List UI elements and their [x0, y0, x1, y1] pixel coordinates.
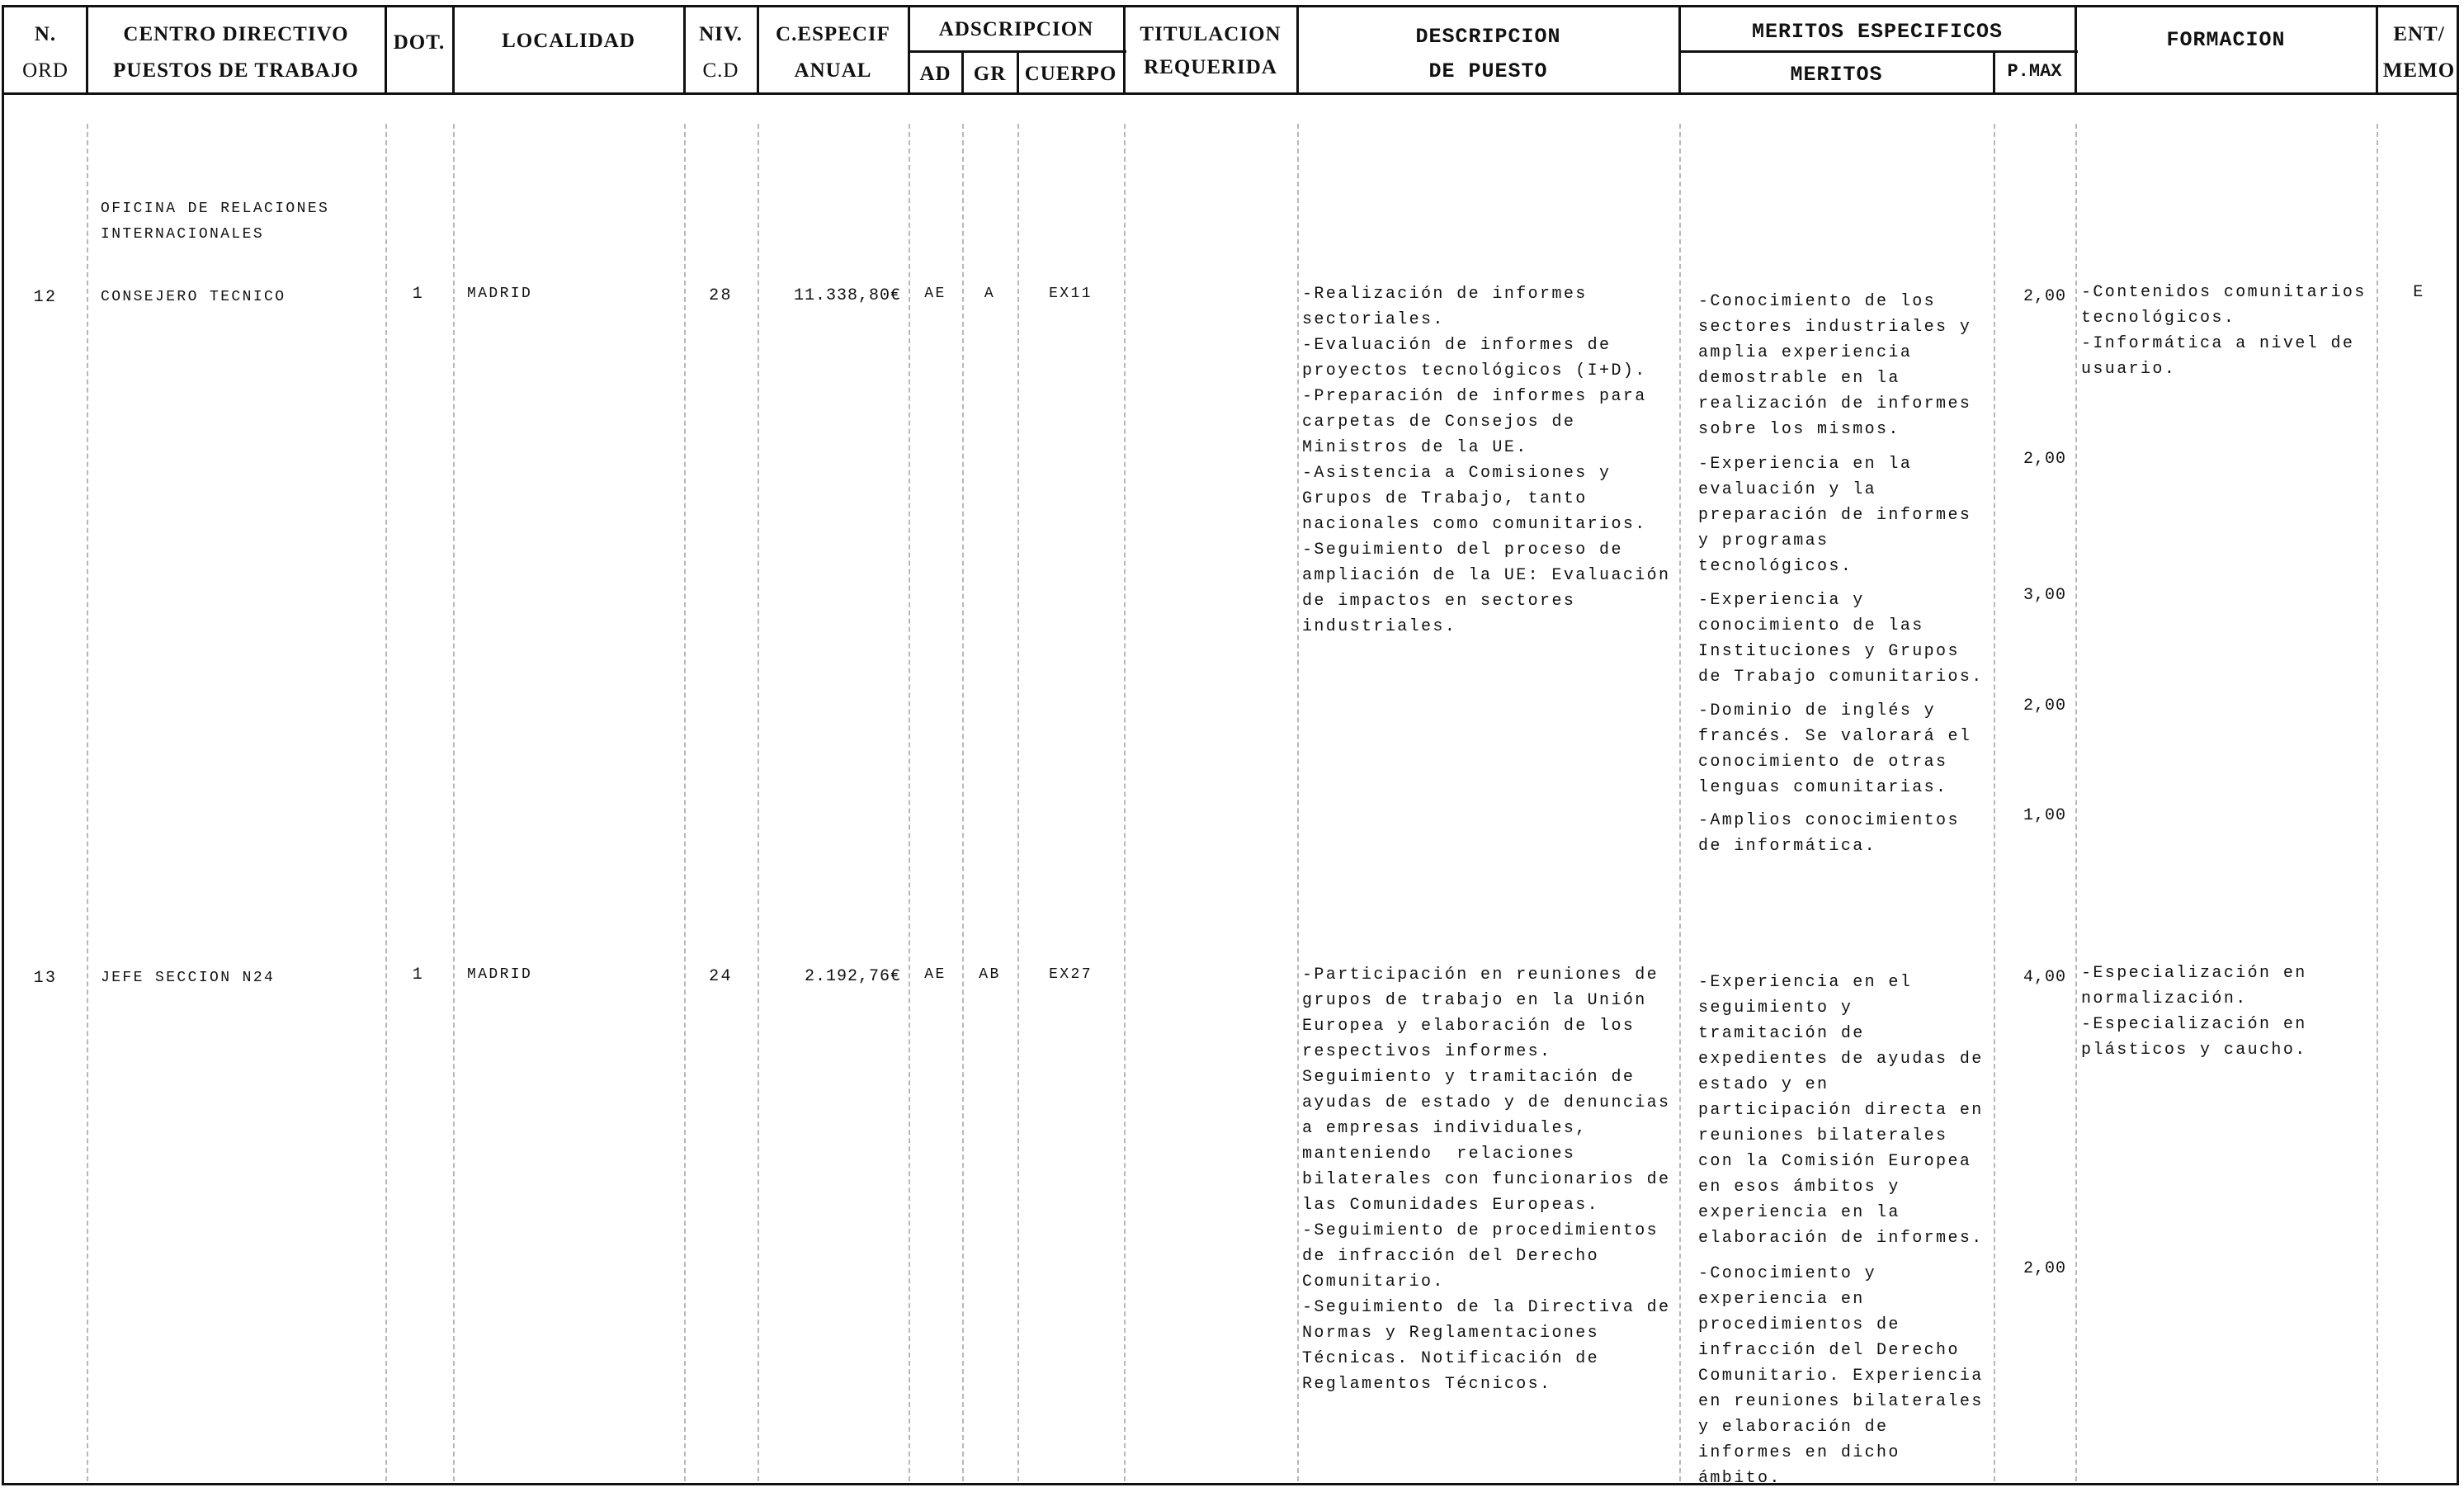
column-guide: [962, 124, 964, 1481]
row-descripcion: -Realización de informes sectoriales. -Evaluación de informes de proyectos tecnológicos (I+D). -Preparación de informes para carpetas de Consejos de Ministros de la UE. -Asistencia a Comisiones y Grupos de Trabajo, tanto nacionales como comunitarios. -Seguimiento del proceso de ampliación de la UE: Evaluación de impactos en sectores industriales.: [1302, 285, 1671, 636]
row-formacion: -Contenidos comunitarios tecnológicos. -Informática a nivel de usuario.: [2081, 283, 2367, 379]
row-ord: 12: [33, 288, 58, 307]
header-memo: MEMO: [2382, 59, 2456, 82]
merito-pmax: 1,00: [2023, 806, 2066, 825]
header-bottom-line: [2, 92, 2459, 95]
section-title: OFICINA DE RELACIONES INTERNACIONALES: [101, 201, 330, 243]
table-frame: [2, 5, 2459, 1485]
header-n: N.: [34, 23, 57, 45]
row-ad: AE: [924, 966, 946, 983]
merito-text: -Amplios conocimientos de informática.: [1698, 811, 1960, 856]
row-dot: 1: [412, 966, 425, 984]
column-guide: [758, 124, 759, 1481]
merito-text: -Conocimiento de los sectores industriales y amplia experiencia demostrable en la realización de informes sobre los mismos.: [1698, 292, 1972, 439]
header-localidad: LOCALIDAD: [502, 30, 635, 52]
row-complemento-especifico: 11.338,80€: [793, 286, 901, 305]
column-guide: [453, 124, 455, 1481]
header-dot: DOT.: [393, 31, 446, 54]
row-localidad: MADRID: [467, 286, 533, 302]
merito-pmax: 4,00: [2023, 968, 2066, 987]
merito-pmax: 3,00: [2023, 586, 2066, 605]
header-cd: C.D: [702, 59, 739, 82]
row-ad: AE: [924, 286, 946, 302]
header-descripcion: DESCRIPCION: [1415, 25, 1561, 49]
header-depuesto: DE PUESTO: [1428, 59, 1548, 83]
column-guide: [2075, 124, 2077, 1481]
merito-pmax: 2,00: [2023, 287, 2066, 306]
column-guide: [1017, 124, 1019, 1481]
header-formacion: FORMACION: [2166, 28, 2286, 52]
merito-text: -Experiencia en el seguimiento y tramitación de expedientes de ayudas de estado y en participación directa en reuniones bilaterales con la Comisión Europea en esos ámbitos y experiencia en la elaboración de informes.: [1698, 973, 1984, 1248]
row-gr: A: [984, 286, 996, 302]
row-ent-memo: E: [2413, 283, 2425, 302]
row-cuerpo: EX11: [1049, 286, 1093, 302]
header-cespecif: C.ESPECIF: [776, 23, 890, 45]
merito-text: -Experiencia en la evaluación y la preparación de informes y programas tecnológicos.: [1698, 455, 1972, 576]
header-requerida: REQUERIDA: [1144, 56, 1277, 78]
row-puesto: CONSEJERO TECNICO: [101, 289, 286, 305]
merito-pmax: 2,00: [2023, 1259, 2066, 1278]
header-puestos: PUESTOS DE TRABAJO: [113, 59, 359, 82]
merito-text: -Conocimiento y experiencia en procedimientos de infracción del Derecho Comunitario. Experiencia en reuniones bilaterales y elaboración de informes en dicho ámbito.: [1698, 1264, 1984, 1488]
header-gr: GR: [973, 63, 1007, 85]
column-guide: [2377, 124, 2378, 1481]
row-dot: 1: [412, 285, 425, 304]
meritos-divider: [1679, 50, 2078, 53]
row-complemento-especifico: 2.192,76€: [804, 967, 901, 986]
header-meritos: MERITOS: [1790, 63, 1883, 87]
header-cuerpo: CUERPO: [1024, 63, 1117, 85]
row-cuerpo: EX27: [1049, 966, 1093, 983]
row-localidad: MADRID: [467, 966, 533, 983]
header-adscripcion: ADSCRIPCION: [938, 18, 1094, 40]
merito-text: -Experiencia y conocimiento de las Instituciones y Grupos de Trabajo comunitarios.: [1698, 591, 1984, 687]
row-nivel: 24: [709, 967, 733, 986]
column-guide: [1679, 124, 1681, 1481]
row-gr: AB: [979, 966, 1001, 983]
column-guide: [385, 124, 387, 1481]
row-descripcion: -Participación en reuniones de grupos de trabajo en la Unión Europea y elaboración de los respectivos informes. Seguimiento y tramitación de ayudas de estado y de denuncias a empresas individuales, manteniendo relaciones bilaterales con funcionarios de las Comunidades Europeas. -Seguimiento de procedimientos de infracción del Derecho Comunitario. -Seguimiento de la Directiva de Normas y Reglamentaciones Técnicas. Notificación de Reglamentos Técnicos.: [1302, 966, 1671, 1394]
merito-pmax: 2,00: [2023, 450, 2066, 469]
header-titulacion: TITULACION: [1140, 23, 1282, 45]
column-guide: [87, 124, 88, 1481]
column-guide: [684, 124, 686, 1481]
header-pmax: P.MAX: [2007, 61, 2062, 82]
header-ent: ENT/: [2393, 23, 2445, 45]
header-ord: ORD: [22, 59, 68, 82]
row-formacion: -Especialización en normalización. -Especialización en plásticos y caucho.: [2081, 964, 2307, 1060]
header-centro: CENTRO DIRECTIVO: [123, 23, 349, 45]
row-nivel: 28: [709, 286, 733, 305]
header-ad: AD: [919, 63, 951, 85]
column-guide: [1124, 124, 1126, 1481]
column-guide: [909, 124, 910, 1481]
row-puesto: JEFE SECCION N24: [101, 970, 276, 986]
header-niv: NIV.: [699, 23, 743, 45]
column-guide: [1297, 124, 1299, 1481]
row-ord: 13: [33, 969, 58, 988]
header-meritos-especificos: MERITOS ESPECIFICOS: [1751, 20, 2004, 44]
merito-pmax: 2,00: [2023, 696, 2066, 715]
merito-text: -Dominio de inglés y francés. Se valorará el conocimiento de otras lenguas comunitarias.: [1698, 701, 1972, 797]
header-anual: ANUAL: [794, 59, 872, 82]
